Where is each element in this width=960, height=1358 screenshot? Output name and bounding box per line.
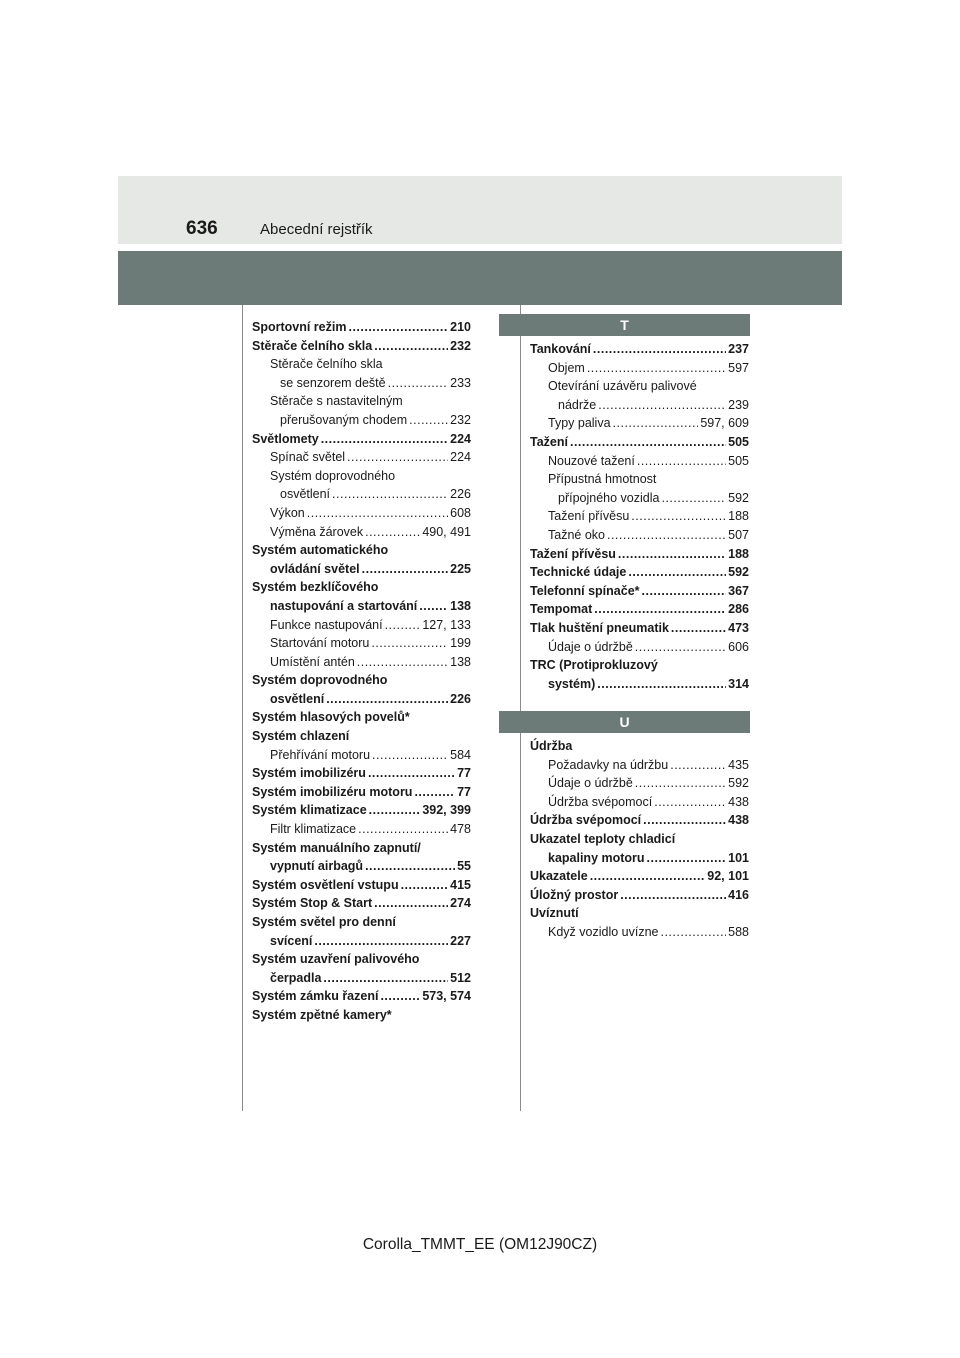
index-entry-page: 138 <box>450 654 471 669</box>
index-entry-page: 274 <box>450 896 471 911</box>
index-entry <box>252 969 471 988</box>
index-entry-term: Údržba svépomocí <box>548 794 653 809</box>
index-entry-page: 224 <box>450 450 471 465</box>
index-entry-term: Systém bezklíčového <box>252 580 379 595</box>
index-entry-term: Tankování <box>530 342 591 356</box>
index-entry-page: 507 <box>728 527 749 542</box>
index-entry-term: Systém doprovodného <box>252 673 388 688</box>
index-entry-page: 592 <box>728 565 749 580</box>
index-entry-page: 505 <box>728 453 749 468</box>
index-entry-page: 55 <box>457 859 471 874</box>
leader-dots <box>368 764 455 783</box>
leader-dots <box>374 894 448 913</box>
index-entry <box>530 923 749 942</box>
index-entry <box>252 820 471 839</box>
index-entry <box>530 737 749 756</box>
index-entry <box>530 340 749 359</box>
index-entry-page: 237 <box>728 342 749 356</box>
index-entry-page: 438 <box>728 813 749 828</box>
index-entry-term: Přehřívání motoru <box>270 747 371 762</box>
index-entry <box>252 485 471 504</box>
index-entry-term: kapaliny motoru <box>548 850 645 865</box>
index-entry <box>252 894 471 913</box>
leader-dots <box>372 746 448 765</box>
index-entry-term: Systém světel pro denní <box>252 915 396 929</box>
index-entry-term: Údržba svépomocí <box>530 813 642 828</box>
index-entry <box>530 489 749 508</box>
leader-dots <box>321 430 448 449</box>
index-entry-term: přerušovaným chodem <box>280 412 408 427</box>
index-entry <box>252 932 471 951</box>
index-entry <box>252 541 471 560</box>
index-entry-page: 584 <box>450 747 471 762</box>
leader-dots <box>587 359 726 378</box>
index-entry <box>530 526 749 545</box>
leader-dots <box>326 690 448 709</box>
index-entry-term: TRC (Protiprokluzový <box>530 658 658 673</box>
index-entry-term: Typy paliva <box>548 416 611 431</box>
index-entry-term: Úložný prostor <box>530 887 619 902</box>
index-entry-page: 199 <box>450 636 471 651</box>
index-entry-term: Údaje o údržbě <box>548 776 633 791</box>
leader-dots <box>323 969 448 988</box>
index-entry-term: Údržba <box>530 739 573 753</box>
index-entry <box>252 876 471 895</box>
index-entry <box>252 578 471 597</box>
index-entry <box>252 355 471 374</box>
leader-dots <box>620 886 726 905</box>
index-entry <box>252 764 471 783</box>
leader-dots <box>414 783 455 802</box>
index-entry-page: 597 <box>728 360 749 375</box>
index-entry-term: Výkon <box>270 505 305 520</box>
index-entry-term: Přípustná hmotnost <box>548 472 657 487</box>
index-entry-term: ovládání světel <box>270 561 360 576</box>
section-title: Abecední rejstřík <box>260 221 373 238</box>
index-entry <box>252 1006 471 1025</box>
index-entry-page: 286 <box>728 602 749 617</box>
index-entry <box>252 801 471 820</box>
index-entry-page: 188 <box>728 509 749 524</box>
index-entry <box>530 793 749 812</box>
index-entry <box>530 433 749 452</box>
index-entry <box>530 638 749 657</box>
index-entry-page: 473 <box>728 620 749 635</box>
index-entry <box>252 448 471 467</box>
index-entry <box>252 746 471 765</box>
page-number: 636 <box>186 218 218 239</box>
index-entry-term: Ukazatele <box>530 869 588 884</box>
header-top-band <box>118 176 842 244</box>
index-entry-term: Objem <box>548 360 585 375</box>
index-entry-page: 505 <box>728 434 749 449</box>
leader-dots <box>401 876 449 895</box>
right-column-rule <box>520 305 521 1111</box>
index-entry <box>530 811 749 830</box>
index-entry <box>252 504 471 523</box>
index-entry-term: Světlomety <box>252 431 319 446</box>
index-entry-term: Otevírání uzávěru palivové <box>548 379 697 394</box>
index-entry <box>252 653 471 672</box>
header-dark-band <box>118 251 842 305</box>
index-entry-term: svícení <box>270 933 313 948</box>
index-entry-term: Systém Stop & Start <box>252 896 373 911</box>
index-entry <box>252 467 471 486</box>
index-column-left <box>252 318 471 1025</box>
index-entry-term: Tažné oko <box>548 527 605 542</box>
index-entry <box>252 913 471 932</box>
index-entry-term: Požadavky na údržbu <box>548 757 669 772</box>
index-entry-term: Technické údaje <box>530 565 627 580</box>
index-entry <box>530 830 749 849</box>
index-entry-term: Telefonní spínače* <box>530 583 640 598</box>
index-entry-page: 608 <box>450 505 471 520</box>
index-entry <box>252 523 471 542</box>
index-entry-page: 210 <box>450 320 471 334</box>
index-entry <box>252 430 471 449</box>
leader-dots <box>348 318 448 337</box>
index-entry-term: Startování motoru <box>270 636 370 651</box>
index-entry-term: Ukazatel teploty chladicí <box>530 831 676 846</box>
leader-dots <box>409 411 448 430</box>
index-entry-term: osvětlení <box>280 487 331 502</box>
index-entry <box>252 671 471 690</box>
index-entry-page: 478 <box>450 822 471 837</box>
index-entry <box>252 337 471 356</box>
leader-dots <box>613 414 699 433</box>
leader-dots <box>661 489 726 508</box>
index-entry-term: Systém doprovodného <box>270 468 396 483</box>
index-entry-term: Umístění antén <box>270 654 355 669</box>
index-entry <box>530 600 749 619</box>
index-entry <box>530 656 749 675</box>
index-entry <box>530 582 749 601</box>
footer-doc-id: Corolla_TMMT_EE (OM12J90CZ) <box>362 1236 598 1253</box>
index-entry <box>252 318 471 337</box>
index-entry-term: Systém imobilizéru <box>252 766 366 781</box>
leader-dots <box>628 563 726 582</box>
index-entry <box>530 774 749 793</box>
index-entry-page: 127, 133 <box>422 617 471 632</box>
index-entry-page: 101 <box>728 850 749 865</box>
index-entry <box>252 392 471 411</box>
index-entry-term: přípojného vozidla <box>558 490 660 505</box>
index-entry <box>252 950 471 969</box>
index-entry <box>530 470 749 489</box>
index-entry-term: Funkce nastupování <box>270 617 383 632</box>
leader-dots <box>358 820 448 839</box>
index-entry-page: 225 <box>450 561 471 576</box>
index-entry <box>252 374 471 393</box>
leader-dots <box>307 504 448 523</box>
index-entry <box>530 904 749 923</box>
index-entry-page: 92, 101 <box>707 869 749 884</box>
index-entry <box>252 690 471 709</box>
index-entry-page: 226 <box>450 691 471 706</box>
index-entry-term: nastupování a startování <box>270 598 418 613</box>
index-entry-term: Údaje o údržbě <box>548 639 633 654</box>
index-entry-term: čerpadla <box>270 970 322 985</box>
leader-dots <box>660 923 726 942</box>
leader-dots <box>643 811 726 830</box>
letter-header-t: T <box>499 314 750 336</box>
index-entry-term: Stěrače s nastavitelným <box>270 394 403 409</box>
index-entry-page: 415 <box>450 877 471 892</box>
index-entry-term: Tažení přívěsu <box>530 546 616 561</box>
leader-dots <box>369 801 421 820</box>
index-entry-term: Systém automatického <box>252 543 389 558</box>
leader-dots <box>607 526 726 545</box>
index-entry <box>252 783 471 802</box>
index-entry <box>530 359 749 378</box>
index-entry-term: Systém hlasových povelů* <box>252 710 410 725</box>
index-entry-term: Tempomat <box>530 602 593 617</box>
leader-dots <box>570 433 726 452</box>
index-entry <box>530 563 749 582</box>
index-entry-page: 588 <box>728 924 749 939</box>
index-entry-term: Nouzové tažení <box>548 453 635 468</box>
leader-dots <box>380 987 420 1006</box>
index-entry <box>530 849 749 868</box>
index-entry <box>252 727 471 746</box>
index-entry-term: se senzorem deště <box>280 375 386 390</box>
letter-header-u: U <box>499 711 750 733</box>
leader-dots <box>642 582 727 601</box>
leader-dots <box>637 452 726 471</box>
index-entry-term: Systém osvětlení vstupu <box>252 877 399 892</box>
index-entry-term: Tažení přívěsu <box>548 509 630 524</box>
index-entry <box>530 886 749 905</box>
leader-dots <box>594 600 726 619</box>
leader-dots <box>635 774 726 793</box>
leader-dots <box>357 653 448 672</box>
index-entry <box>252 411 471 430</box>
index-entry-term: Když vozidlo uvízne <box>548 924 659 939</box>
index-entry <box>252 616 471 635</box>
index-entry-page: 314 <box>728 676 749 691</box>
index-entry-term: Výměna žárovek <box>270 524 364 539</box>
index-entry <box>252 987 471 1006</box>
index-entry <box>530 756 749 775</box>
leader-dots <box>647 849 727 868</box>
index-entry-page: 573, 574 <box>422 989 471 1004</box>
leader-dots <box>385 616 421 635</box>
index-entry-page: 367 <box>728 583 749 598</box>
index-entry-term: Stěrače čelního skla <box>252 338 373 353</box>
leader-dots <box>670 756 726 775</box>
index-entry-term: Stěrače čelního skla <box>270 357 383 372</box>
index-entry-page: 188 <box>728 546 749 561</box>
index-entry <box>252 839 471 858</box>
index-entry <box>530 675 749 694</box>
index-entry-page: 435 <box>728 757 749 772</box>
leader-dots <box>347 448 448 467</box>
index-entry-page: 77 <box>457 766 471 781</box>
index-entry-page: 392, 399 <box>422 803 471 818</box>
index-entry-term: osvětlení <box>270 691 325 706</box>
leader-dots <box>598 396 726 415</box>
index-entry-page: 592 <box>728 776 749 791</box>
index-entry-term: Systém chlazení <box>252 729 350 744</box>
index-entry-page: 239 <box>728 397 749 412</box>
leader-dots <box>671 619 726 638</box>
leader-dots <box>332 485 448 504</box>
index-entry-page: 232 <box>450 412 471 427</box>
index-column-u <box>530 737 749 942</box>
index-entry-term: nádrže <box>558 397 597 412</box>
leader-dots <box>654 793 726 812</box>
index-entry-page: 232 <box>450 338 471 353</box>
index-entry-term: Spínač světel <box>270 450 346 465</box>
index-entry <box>252 857 471 876</box>
leader-dots <box>365 523 420 542</box>
index-entry-term: Uvíznutí <box>530 906 579 921</box>
index-entry-page: 606 <box>728 639 749 654</box>
index-entry-term: Systém zpětné kamery* <box>252 1007 392 1022</box>
leader-dots <box>365 857 455 876</box>
leader-dots <box>362 560 449 579</box>
index-entry-page: 233 <box>450 375 471 390</box>
index-entry-page: 512 <box>450 970 471 985</box>
leader-dots <box>590 867 706 886</box>
index-entry-page: 226 <box>450 487 471 502</box>
index-entry <box>530 507 749 526</box>
index-column-t <box>530 340 749 693</box>
index-entry <box>530 545 749 564</box>
index-entry-term: Tažení <box>530 434 568 449</box>
index-entry-term: Systém klimatizace <box>252 803 367 818</box>
index-entry-term: Filtr klimatizace <box>270 822 357 837</box>
leader-dots <box>597 675 726 694</box>
index-entry <box>252 597 471 616</box>
index-entry-page: 416 <box>728 887 749 902</box>
index-entry-page: 227 <box>450 933 471 948</box>
index-entry-term: systém) <box>548 676 596 691</box>
index-entry <box>252 708 471 727</box>
index-entry-term: Systém imobilizéru motoru <box>252 784 413 799</box>
leader-dots <box>371 634 448 653</box>
index-entry-term: Systém manuálního zapnutí/ <box>252 840 421 855</box>
index-entry <box>530 396 749 415</box>
leader-dots <box>314 932 448 951</box>
index-entry-term: Systém zámku řazení <box>252 989 379 1004</box>
index-entry-term: Systém uzavření palivového <box>252 952 420 967</box>
index-entry-term: Tlak huštění pneumatik <box>530 620 669 635</box>
leader-dots <box>419 597 448 616</box>
index-entry-term: vypnutí airbagů <box>270 859 364 874</box>
index-entry-page: 138 <box>450 598 471 613</box>
index-entry <box>252 560 471 579</box>
index-entry-page: 438 <box>728 794 749 809</box>
index-entry <box>530 414 749 433</box>
index-entry-page: 592 <box>728 490 749 505</box>
leader-dots <box>593 340 726 359</box>
index-entry <box>530 377 749 396</box>
index-entry-page: 597, 609 <box>700 416 749 431</box>
leader-dots <box>388 374 449 393</box>
index-entry <box>530 619 749 638</box>
index-entry-page: 77 <box>457 784 471 799</box>
index-entry <box>530 452 749 471</box>
leader-dots <box>631 507 726 526</box>
left-column-rule <box>242 305 243 1111</box>
leader-dots <box>618 545 726 564</box>
index-entry-term: Sportovní režim <box>252 320 347 334</box>
index-entry-page: 224 <box>450 431 471 446</box>
index-entry <box>252 634 471 653</box>
leader-dots <box>635 638 726 657</box>
leader-dots <box>374 337 448 356</box>
index-entry <box>530 867 749 886</box>
index-entry-page: 490, 491 <box>422 524 471 539</box>
